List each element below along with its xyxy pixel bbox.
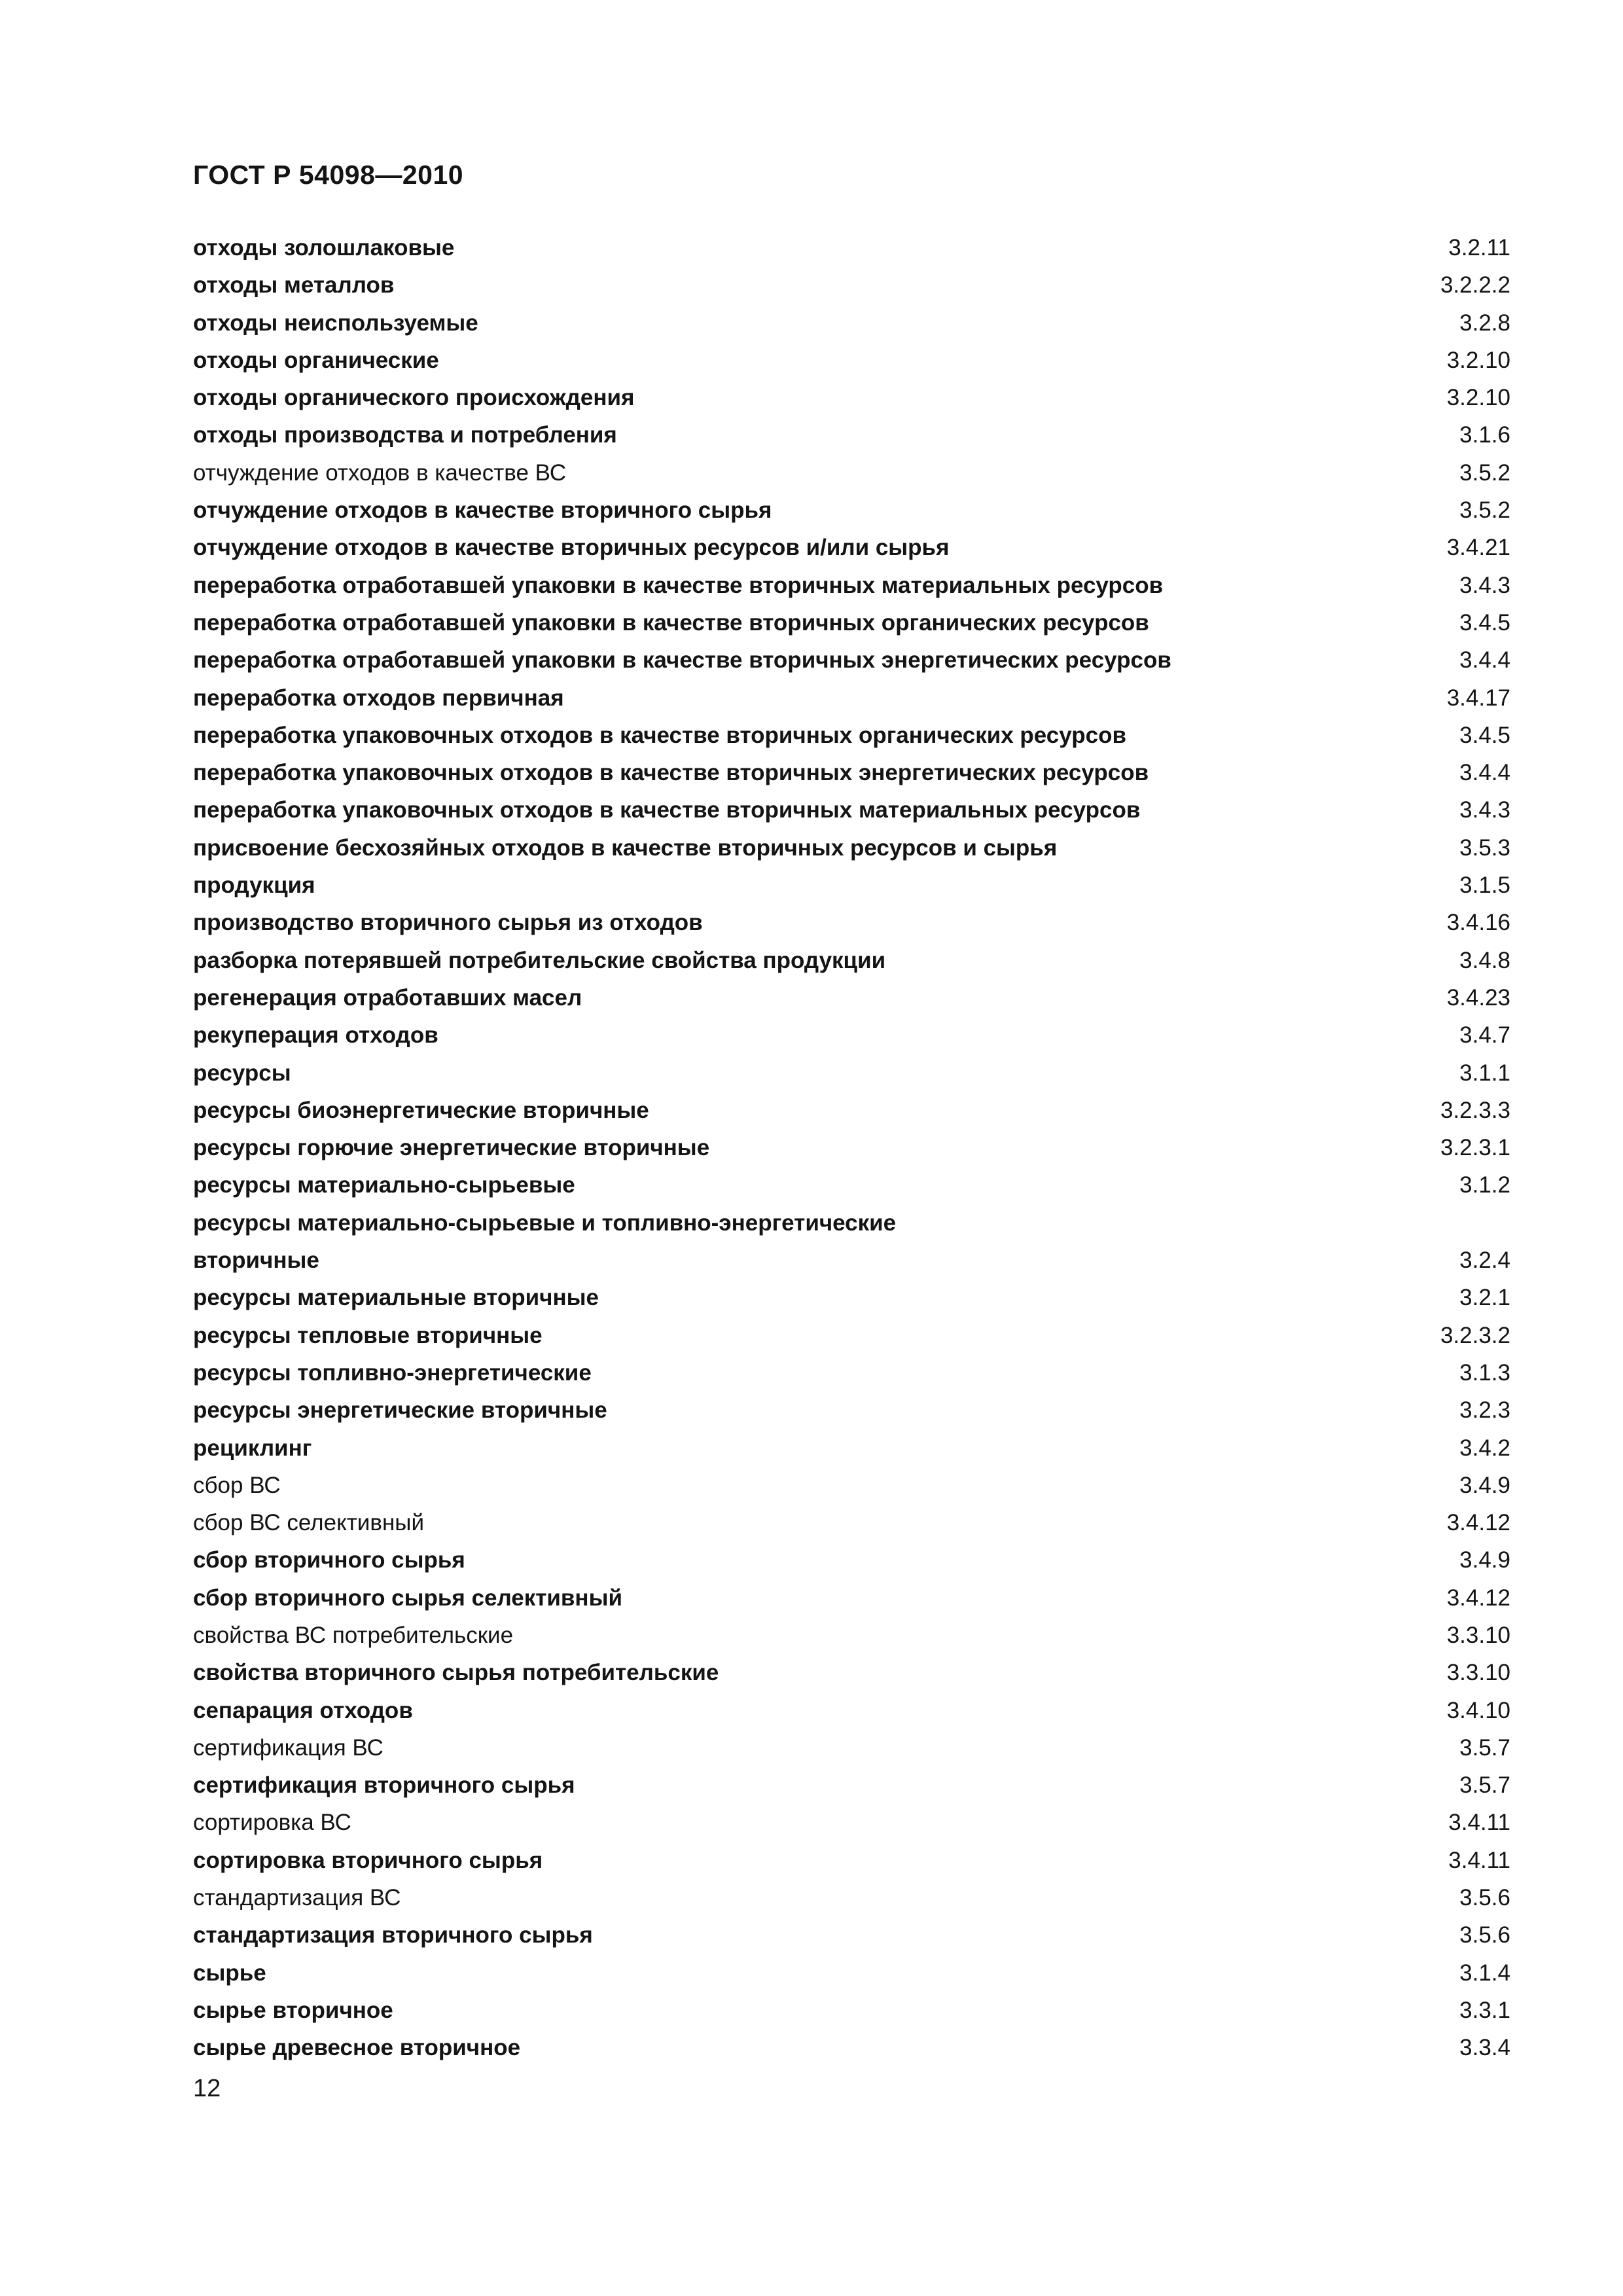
index-term: сертификация вторичного сырья (193, 1772, 575, 1799)
index-reference: 3.1.1 (1459, 1060, 1510, 1086)
index-term: сырье (193, 1960, 266, 1986)
document-header: ГОСТ Р 54098—2010 (193, 160, 464, 190)
index-term: переработка упаковочных отходов в качестве вторичных энергетических ресурсов (193, 760, 1149, 786)
index-entry (193, 1617, 1510, 1654)
index-reference: 3.4.5 (1459, 722, 1510, 748)
index-term: сортировка вторичного сырья (193, 1847, 543, 1873)
index-term: отходы металлов (193, 272, 395, 298)
index-term: стандартизация ВС (193, 1885, 401, 1911)
index-entry (193, 1767, 1510, 1804)
index-reference: 3.2.11 (1448, 235, 1510, 260)
index-reference: 3.5.2 (1459, 459, 1510, 486)
index-entry (193, 492, 1510, 529)
index-entry (193, 379, 1510, 416)
index-term: ресурсы материально-сырьевые и топливно-энергетические (193, 1210, 897, 1236)
index-entry (193, 229, 1510, 266)
index-term: переработка отработавшей упаковки в качестве вторичных материальных ресурсов (193, 572, 1164, 598)
index-reference: 3.4.11 (1448, 1810, 1510, 1836)
index-term: вторичные (193, 1247, 319, 1274)
index-entry (193, 604, 1510, 641)
index-reference: 3.1.2 (1459, 1172, 1510, 1198)
index-reference: 3.2.8 (1459, 310, 1510, 336)
index-entry (193, 1016, 1510, 1054)
index-entry (193, 1804, 1510, 1841)
index-reference: 3.4.2 (1459, 1435, 1510, 1461)
index-term: сбор вторичного сырья селективный (193, 1585, 622, 1611)
index-term: ресурсы материально-сырьевые (193, 1172, 575, 1198)
index-term: переработка упаковочных отходов в качестве вторичных материальных ресурсов (193, 797, 1141, 823)
index-entry (193, 1429, 1510, 1467)
index-reference: 3.3.1 (1459, 1997, 1510, 2023)
index-entry (193, 1842, 1510, 1879)
index-reference: 3.2.2.2 (1440, 272, 1510, 298)
index-reference: 3.1.5 (1459, 872, 1510, 899)
index-term: сырье древесное вторичное (193, 2035, 521, 2061)
index-entry (193, 1242, 1510, 1279)
index-entry (193, 1541, 1510, 1579)
index-term: сепарация отходов (193, 1697, 413, 1723)
index-reference: 3.2.10 (1446, 347, 1510, 373)
index-reference: 3.2.3.2 (1440, 1322, 1510, 1348)
index-reference: 3.4.7 (1459, 1022, 1510, 1049)
index-reference: 3.4.3 (1459, 797, 1510, 823)
index-term: отчуждение отходов в качестве ВС (193, 459, 567, 486)
index-reference: 3.4.5 (1459, 609, 1510, 636)
index-entry (193, 1092, 1510, 1129)
index-term: отходы органические (193, 347, 439, 373)
index-entry (193, 1992, 1510, 2029)
index-entry (193, 641, 1510, 679)
index-entry (193, 1879, 1510, 1916)
index-reference: 3.4.23 (1446, 984, 1510, 1011)
index-entry (193, 1129, 1510, 1166)
index-entry (193, 342, 1510, 379)
page-number: 12 (193, 2075, 221, 2102)
index-term: сортировка ВС (193, 1810, 351, 1836)
index-reference: 3.4.12 (1446, 1510, 1510, 1536)
index-term: рециклинг (193, 1435, 312, 1461)
index-term: ресурсы материальные вторичные (193, 1285, 599, 1311)
index-entry (193, 1279, 1510, 1316)
index-term: переработка отработавшей упаковки в качестве вторичных энергетических ресурсов (193, 647, 1171, 673)
index-entry (193, 1317, 1510, 1354)
index-entry (193, 2029, 1510, 2066)
index-reference: 3.2.10 (1446, 385, 1510, 411)
index-term: ресурсы горючие энергетические вторичные (193, 1135, 710, 1161)
index-reference: 3.3.10 (1446, 1660, 1510, 1686)
index-entry (193, 1654, 1510, 1691)
index-entry (193, 754, 1510, 791)
index-reference: 3.5.7 (1459, 1734, 1510, 1761)
index-entry (193, 867, 1510, 904)
index-term: отходы органического происхождения (193, 385, 635, 411)
index-term: ресурсы энергетические вторичные (193, 1397, 607, 1424)
index-reference: 3.2.3.3 (1440, 1097, 1510, 1123)
index-reference: 3.3.10 (1446, 1622, 1510, 1648)
index-reference: 3.4.11 (1448, 1847, 1510, 1873)
index-term: сбор ВС селективный (193, 1510, 424, 1536)
index-entry (193, 942, 1510, 979)
index-reference: 3.2.1 (1459, 1285, 1510, 1311)
index-entry (193, 1354, 1510, 1391)
index-reference: 3.4.9 (1459, 1472, 1510, 1498)
index-entry (193, 567, 1510, 604)
index-term: переработка отработавшей упаковки в качестве вторичных органических ресурсов (193, 609, 1149, 636)
index-reference: 3.4.21 (1446, 535, 1510, 561)
index-reference: 3.2.3 (1459, 1397, 1510, 1424)
index-entry (193, 1467, 1510, 1504)
index-term: стандартизация вторичного сырья (193, 1922, 593, 1948)
index-term: ресурсы биоэнергетические вторичные (193, 1097, 649, 1123)
index-entry (193, 904, 1510, 941)
index-term: отчуждение отходов в качестве вторичного сырья (193, 497, 772, 524)
index-reference: 3.4.9 (1459, 1547, 1510, 1573)
index-reference: 3.1.6 (1459, 422, 1510, 448)
term-index-list (193, 229, 1510, 2067)
index-reference: 3.1.4 (1459, 1960, 1510, 1986)
index-reference: 3.5.7 (1459, 1772, 1510, 1799)
index-term: ресурсы (193, 1060, 291, 1086)
index-term: отходы неиспользуемые (193, 310, 478, 336)
index-reference: 3.5.6 (1459, 1922, 1510, 1948)
index-entry (193, 1954, 1510, 1992)
index-entry (193, 1579, 1510, 1617)
index-reference: 3.5.2 (1459, 497, 1510, 524)
index-term: переработка упаковочных отходов в качестве вторичных органических ресурсов (193, 722, 1127, 748)
index-reference: 3.4.16 (1446, 910, 1510, 936)
index-entry (193, 1166, 1510, 1204)
index-term: ресурсы топливно-энергетические (193, 1359, 592, 1386)
index-term: сбор ВС (193, 1472, 281, 1498)
index-reference: 3.3.4 (1459, 2035, 1510, 2061)
index-reference: 3.4.8 (1459, 947, 1510, 973)
index-entry (193, 1391, 1510, 1429)
index-reference: 3.4.4 (1459, 647, 1510, 673)
index-term: разборка потерявшей потребительские свойства продукции (193, 947, 886, 973)
index-entry (193, 717, 1510, 754)
index-term: свойства вторичного сырья потребительские (193, 1660, 719, 1686)
index-reference: 3.5.6 (1459, 1885, 1510, 1911)
index-entry (193, 979, 1510, 1016)
index-term: сырье вторичное (193, 1997, 393, 2023)
index-term: ресурсы тепловые вторичные (193, 1322, 543, 1348)
index-entry (193, 1504, 1510, 1541)
index-entry (193, 791, 1510, 829)
index-entry (193, 1204, 1510, 1242)
index-term: отчуждение отходов в качестве вторичных ресурсов и/или сырья (193, 535, 950, 561)
index-reference: 3.4.3 (1459, 572, 1510, 598)
index-reference: 3.4.12 (1446, 1585, 1510, 1611)
index-entry (193, 304, 1510, 342)
index-entry (193, 679, 1510, 717)
index-reference: 3.4.4 (1459, 760, 1510, 786)
index-reference: 3.2.3.1 (1440, 1135, 1510, 1161)
index-reference: 3.2.4 (1459, 1247, 1510, 1274)
index-term: отходы производства и потребления (193, 422, 617, 448)
index-term: сбор вторичного сырья (193, 1547, 465, 1573)
index-reference: 3.4.17 (1446, 685, 1510, 711)
index-reference: 3.1.3 (1459, 1359, 1510, 1386)
index-entry (193, 1692, 1510, 1729)
index-term: отходы золошлаковые (193, 235, 455, 260)
index-term: производство вторичного сырья из отходов (193, 910, 703, 936)
index-entry (193, 529, 1510, 566)
index-term: свойства ВС потребительские (193, 1622, 514, 1648)
index-entry (193, 1916, 1510, 1954)
index-term: продукция (193, 872, 315, 899)
index-entry (193, 454, 1510, 492)
index-entry (193, 1054, 1510, 1092)
index-term: регенерация отработавших масел (193, 984, 582, 1011)
index-term: сертификация ВС (193, 1734, 383, 1761)
index-reference: 3.5.3 (1459, 834, 1510, 861)
index-entry (193, 416, 1510, 454)
index-entry (193, 829, 1510, 867)
index-term: рекуперация отходов (193, 1022, 438, 1049)
index-reference: 3.4.10 (1446, 1697, 1510, 1723)
index-entry (193, 266, 1510, 304)
index-term: присвоение бесхозяйных отходов в качестве вторичных ресурсов и сырья (193, 834, 1058, 861)
index-entry (193, 1729, 1510, 1767)
index-term: переработка отходов первичная (193, 685, 564, 711)
